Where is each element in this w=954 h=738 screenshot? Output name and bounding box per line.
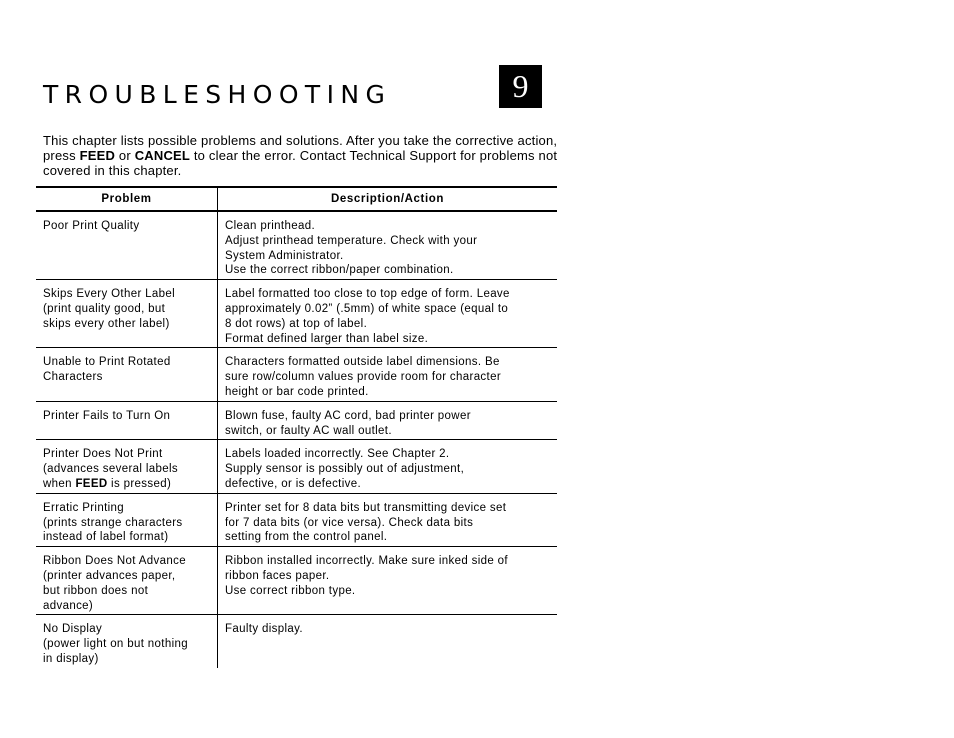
problem-line: (prints strange characters	[43, 516, 183, 529]
problem-cell	[36, 348, 218, 401]
description-line: Supply sensor is possibly out of adjustment,	[225, 463, 465, 476]
description-cell	[218, 348, 558, 401]
problem-cell	[36, 440, 218, 493]
page-title: TROUBLESHOOTING	[43, 80, 392, 109]
problem-line: (advances several labels	[43, 463, 178, 476]
problem-line: advance)	[43, 599, 94, 612]
description-cell	[218, 440, 558, 493]
intro-text-start: This chapter lists possible problems and solutions. After you take the corrective action, press	[43, 133, 558, 163]
table-body	[36, 211, 557, 668]
description-cell	[218, 615, 558, 668]
description-line: Use the correct ribbon/paper combination.	[225, 264, 454, 277]
description-line: Adjust printhead temperature. Check with your	[225, 234, 478, 247]
problem-line: Characters	[43, 371, 103, 384]
table-row	[36, 401, 557, 440]
description-cell	[218, 547, 558, 615]
description-line: approximately 0.02” (.5mm) of white space (equal to	[225, 302, 509, 315]
table-row	[36, 547, 557, 615]
problem-line: Poor Print Quality	[43, 220, 140, 232]
problem-line: Erratic Printing	[43, 501, 125, 514]
table-row	[36, 348, 557, 401]
description-cell	[218, 401, 558, 440]
problem-column-header: Problem	[36, 187, 218, 211]
table-row	[36, 493, 557, 546]
description-line: switch, or faulty AC wall outlet.	[225, 424, 392, 437]
table-header-row	[36, 187, 557, 211]
problem-line-text: is pressed)	[107, 477, 172, 490]
description-line: defective, or is defective.	[225, 477, 362, 490]
description-line: ribbon faces paper.	[225, 569, 330, 582]
problem-line: Printer Fails to Turn On	[43, 409, 171, 422]
problem-cell	[36, 493, 218, 546]
problem-line-text: when	[43, 477, 76, 490]
feed-key-label: FEED	[79, 147, 116, 163]
description-line: Blown fuse, faulty AC cord, bad printer power	[225, 409, 471, 422]
intro-text-or: or	[115, 147, 135, 163]
description-line: System Administrator.	[225, 249, 344, 262]
description-line: Printer set for 8 data bits but transmitting device set	[225, 501, 507, 514]
description-line: Format defined larger than label size.	[225, 332, 429, 345]
problem-line	[43, 477, 211, 492]
problem-line: Skips Every Other Label	[43, 288, 176, 301]
description-line: setting from the control panel.	[225, 531, 388, 544]
problem-line: Unable to Print Rotated	[43, 356, 171, 369]
problem-line: but ribbon does not	[43, 584, 149, 597]
description-line: Clean printhead.	[225, 220, 315, 232]
problem-cell	[36, 401, 218, 440]
problem-cell	[36, 547, 218, 615]
cancel-key-label: CANCEL	[134, 147, 191, 163]
description-line: Faulty display.	[225, 623, 303, 636]
description-line: height or bar code printed.	[225, 385, 369, 398]
description-line: for 7 data bits (or vice versa). Check data bits	[225, 516, 474, 529]
problem-line: Printer Does Not Print	[43, 448, 163, 461]
problem-line: (power light on but nothing	[43, 638, 188, 651]
description-line: Characters formatted outside label dimensions. Be	[225, 356, 500, 369]
table-row	[36, 280, 557, 348]
troubleshooting-table	[36, 186, 557, 668]
intro-text-end: to clear the error. Contact Technical Support for problems not covered in this chapter.	[43, 147, 558, 178]
problem-line: Ribbon Does Not Advance	[43, 555, 186, 568]
problem-line: No Display	[43, 623, 103, 636]
description-cell	[218, 493, 558, 546]
problem-cell	[36, 211, 218, 280]
description-cell	[218, 280, 558, 348]
intro-paragraph	[43, 134, 563, 178]
table-row	[36, 440, 557, 493]
problem-line: (printer advances paper,	[43, 569, 176, 582]
problem-cell	[36, 280, 218, 348]
problem-line: skips every other label)	[43, 317, 170, 330]
description-column-header: Description/Action	[218, 187, 558, 211]
description-line: Use correct ribbon type.	[225, 584, 356, 597]
problem-line: (print quality good, but	[43, 302, 166, 315]
description-cell	[218, 211, 558, 280]
description-line: Labels loaded incorrectly. See Chapter 2.	[225, 448, 450, 461]
description-line: 8 dot rows) at top of label.	[225, 317, 368, 330]
table-row	[36, 615, 557, 668]
description-line: Label formatted too close to top edge of form. Leave	[225, 288, 510, 301]
table-row	[36, 211, 557, 280]
problem-line: in display)	[43, 652, 99, 665]
problem-cell	[36, 615, 218, 668]
chapter-number-badge: 9	[499, 65, 542, 108]
problem-line: instead of label format)	[43, 531, 169, 544]
description-line: Ribbon installed incorrectly. Make sure inked side of	[225, 555, 508, 568]
feed-key-label: FEED	[75, 477, 108, 490]
description-line: sure row/column values provide room for character	[225, 371, 502, 384]
